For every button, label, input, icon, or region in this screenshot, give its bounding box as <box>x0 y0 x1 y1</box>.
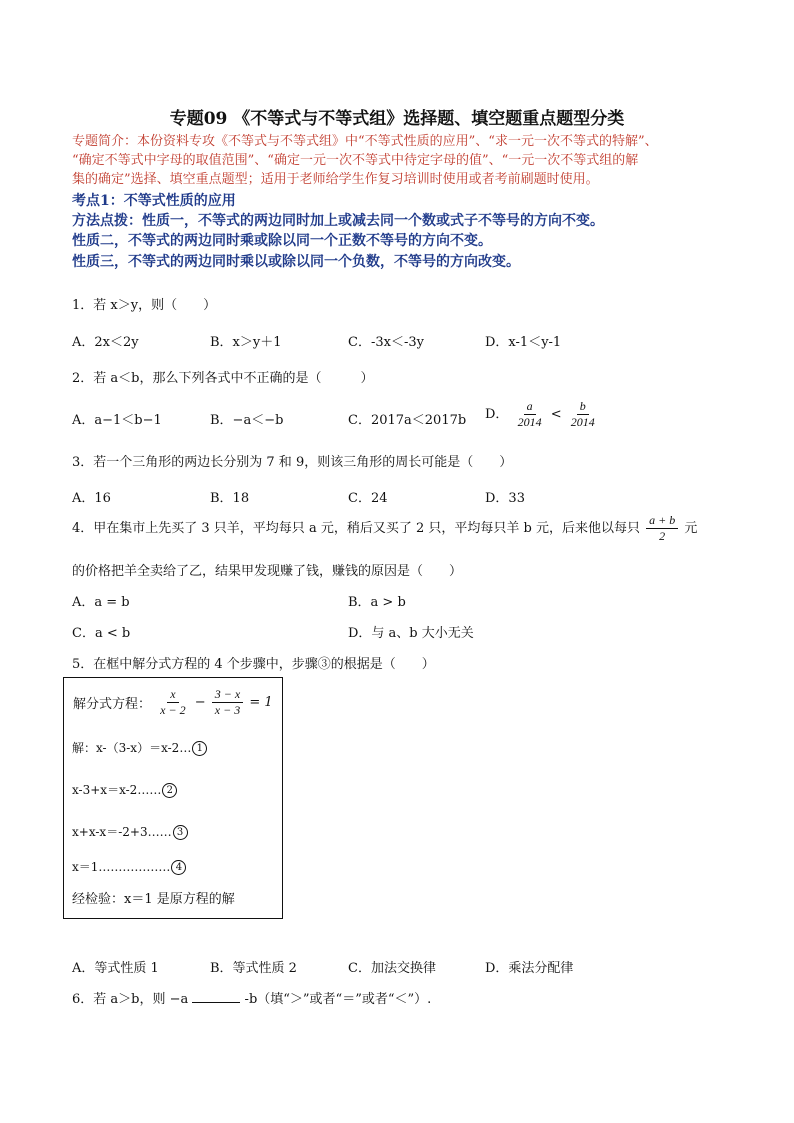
q4-frac-den: 2 <box>659 529 666 543</box>
box-step-2 <box>72 781 177 798</box>
q3-option-c: C．24 <box>348 491 388 506</box>
box-step-3 <box>72 823 188 840</box>
box-step-4 <box>72 858 186 875</box>
box-eq: = 1 <box>249 695 273 710</box>
q1-option-c: C．-3x＜-3y <box>348 335 424 350</box>
q5-option-c: C．加法交换律 <box>348 961 436 976</box>
q3-option-a: A．16 <box>72 491 111 506</box>
q3-option-d: D．33 <box>485 491 525 506</box>
q6-stem-start: 6．若 a＞b，则 −a <box>72 992 189 1007</box>
box-f2-den: x − 3 <box>214 703 241 717</box>
q6-answer-blank[interactable] <box>192 990 240 1003</box>
step-4-text: x＝1……………… <box>72 860 171 874</box>
section-heading: 考点1：不等式性质的应用 <box>72 193 236 209</box>
solution-box <box>63 677 283 919</box>
intro-line-1: 专题简介：本份资料专攻《不等式与不等式组》中“不等式性质的应用”、“求一元一次不等式的特解”、 <box>72 134 658 149</box>
q2-option-d <box>485 400 600 429</box>
box-f1-den: x − 2 <box>160 703 186 717</box>
method-tip: 方法点拨：性质一，不等式的两边同时加上或减去同一个数或式子不等号的方向不变。 <box>72 213 604 229</box>
page-title: 专题09 《不等式与不等式组》选择题、填空题重点题型分类 <box>169 109 625 129</box>
q2-option-a: A．a−1＜b−1 <box>72 413 162 428</box>
box-fraction-1 <box>157 688 188 717</box>
step-3-marker: 3 <box>173 825 188 840</box>
box-check: 经检验：x＝1 是原方程的解 <box>72 892 235 907</box>
box-fraction-2 <box>212 688 243 717</box>
q4-option-a: A．a = b <box>72 595 130 610</box>
q1-option-a: A．2x＜2y <box>72 335 139 350</box>
question-1-stem: 1．若 x＞y，则（ ） <box>72 298 217 313</box>
q1-option-b: B．x＞y＋1 <box>210 335 282 350</box>
step-1-text: 解：x-（3-x）＝x-2… <box>72 741 192 755</box>
q4-frac-num: a + b <box>646 514 678 529</box>
q2-d-fraction-a <box>515 400 545 429</box>
q4-option-d: D．与 a、b 大小无关 <box>348 626 474 641</box>
step-1-marker: 1 <box>192 741 207 756</box>
q2-option-d-label: D． <box>485 407 509 422</box>
question-3-stem: 3．若一个三角形的两边长分别为 7 和 9，则该三角形的周长可能是（ ） <box>72 455 513 470</box>
question-4-stem-line-2: 的价格把羊全卖给了乙，结果甲发现赚了钱，赚钱的原因是（ ） <box>72 564 463 579</box>
question-6 <box>72 988 431 1007</box>
intro-line-2: “确定不等式中字母的取值范围”、“确定一元一次不等式中待定字母的值”、“一元一次不等式组的解 <box>72 153 639 168</box>
q4-price-fraction <box>646 514 678 543</box>
box-f1-num: x <box>167 688 178 703</box>
intro-line-3: 集的确定”选择、填空重点题型；适用于老师给学生作复习培训时使用或者考前刷题时使用。 <box>72 172 599 187</box>
question-2-stem: 2．若 a＜b，那么下列各式中不正确的是（ ） <box>72 371 374 386</box>
box-minus: − <box>194 695 206 710</box>
q2-option-b: B．−a＜−b <box>210 413 284 428</box>
q5-option-a: A．等式性质 1 <box>72 961 159 976</box>
q2-d-frac-a-den: 2014 <box>517 415 542 429</box>
q4-option-b: B．a > b <box>348 595 406 610</box>
q4-stem-unit: 元 <box>684 521 698 536</box>
q4-option-c: C．a < b <box>72 626 131 641</box>
step-2-marker: 2 <box>162 783 177 798</box>
q3-option-b: B．18 <box>210 491 250 506</box>
q2-d-frac-b-num: b <box>577 400 589 415</box>
q2-d-frac-a-num: a <box>524 400 536 415</box>
property-three: 性质三，不等式的两边同时乘以或除以同一个负数，不等号的方向改变。 <box>72 254 520 270</box>
q1-option-d: D．x-1＜y-1 <box>485 335 562 350</box>
q5-option-b: B．等式性质 2 <box>210 961 297 976</box>
question-5-stem: 5．在框中解分式方程的 4 个步骤中，步骤③的根据是（ ） <box>72 657 435 672</box>
step-4-marker: 4 <box>171 860 186 875</box>
box-label: 解分式方程： <box>73 697 152 712</box>
q4-stem-text: 4．甲在集市上先买了 3 只羊，平均每只 a 元，稍后又买了 2 只，平均每只羊 b 元，后来他以每只 <box>72 521 640 536</box>
q2-option-c: C．2017a＜2017b <box>348 413 467 428</box>
q6-stem-end: -b（填“＞”或者“＝”或者“＜”）. <box>244 992 432 1007</box>
q2-d-frac-b-den: 2014 <box>570 415 595 429</box>
q2-d-fraction-b <box>568 400 598 429</box>
step-2-text: x-3+x＝x-2…… <box>72 783 162 797</box>
step-3-text: x+x-x＝-2+3…… <box>72 825 172 839</box>
property-two: 性质二，不等式的两边同时乘或除以同一个正数不等号的方向不变。 <box>72 233 492 249</box>
question-4-stem-line-1 <box>72 514 697 543</box>
box-equation <box>73 688 273 717</box>
q2-d-operator: < <box>550 407 562 422</box>
box-step-1 <box>72 739 207 756</box>
box-f2-num: 3 − x <box>212 688 243 703</box>
q5-option-d: D．乘法分配律 <box>485 961 574 976</box>
